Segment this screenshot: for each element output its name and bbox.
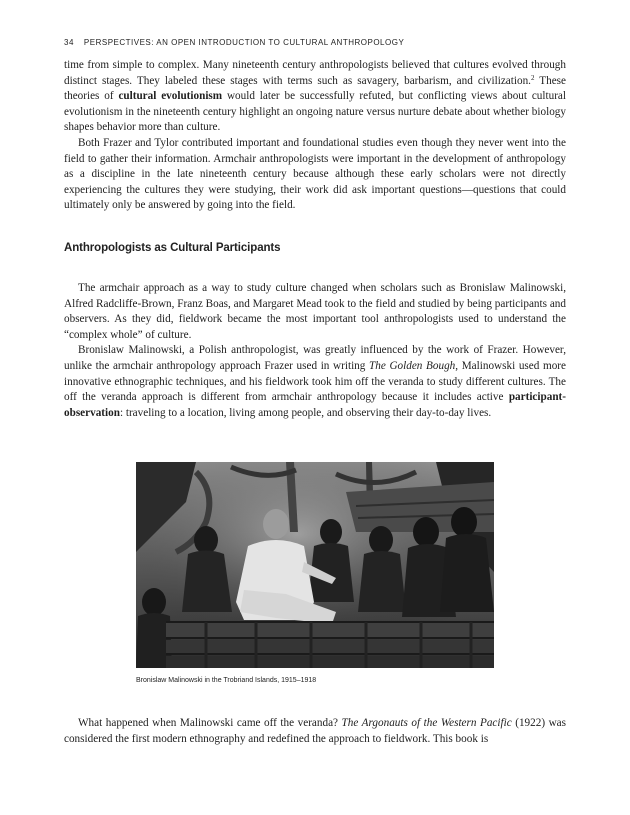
book-title-argonauts: The Argonauts of the Western Pacific (341, 717, 512, 729)
book-title: PERSPECTIVES: AN OPEN INTRODUCTION TO CULTURAL ANTHROPOLOGY (83, 38, 405, 47)
footnote-marker[interactable]: 2 (530, 73, 535, 82)
paragraph-armchair: Both Frazer and Tylor contributed important and foundational studies even though they never went into the field to gather their information. Armchair anthropologists were important in the development of anthropology as a discipline in the late nineteenth century because although these early scholars were not directly experiencing the cultures they were studying, their work did ask important questions—questions that could ultimately only be answered by going into the field. (64, 136, 566, 212)
photo-illustration (136, 462, 494, 668)
text-block-bottom (64, 716, 566, 747)
malinowski-photo (136, 462, 494, 668)
paragraph-continued: time from simple to complex. Many nineteenth century anthropologists believed that cultures evolved through distinct stages. They labeled these stages with terms such as savagery, barbarism, and civilization.$^2$ These theories of cultural evolutionism would later be successfully refuted, but conflicting views about cultural evolutionism in the nineteenth century highlight an ongoing nature versus nurture debate about whether biology shapes behavior more than culture. (64, 59, 567, 134)
book-title-golden-bough: The Golden Bough (369, 359, 456, 372)
text-block-top (64, 58, 566, 214)
figure-caption: Bronislaw Malinowski in the Trobriand Islands, 1915–1918 (136, 677, 317, 684)
key-term-participant-observation: participant-observation (64, 391, 566, 419)
paragraph-participants: The armchair approach as a way to study culture changed when scholars such as Bronislaw Malinowski, Alfred Radcliffe-Brown, Franz Boas, and Margaret Mead took to the field and studied by being participants and observers. As they did, fieldwork became the most important tool anthropologists used to understand the “complex whole” of culture. (64, 282, 566, 341)
running-head (64, 38, 404, 47)
key-term-cultural-evolutionism: cultural evolutionism (118, 90, 223, 103)
paragraph-argonauts: What happened when Malinowski came off the veranda? The Argonauts of the Western Pacific (1922) was considered the first modern ethnography and redefined the approach to fieldwork. This book is (64, 717, 566, 745)
page-number: 34 (64, 38, 74, 47)
section-heading: Anthropologists as Cultural Participants (64, 242, 281, 254)
text-block-middle (64, 281, 566, 421)
paragraph-malinowski: Bronislaw Malinowski, a Polish anthropologist, was greatly influenced by the work of Frazer. However, unlike the armchair anthropology approach Frazer used in writing The Golden Bough, Malinowski used more innovative ethnographic techniques, and his fieldwork took him off the veranda to study different cultures. The off the veranda approach is different from armchair anthropology because it includes active participant-observation: traveling to a location, living among people, and observing their day-to-day lives. (64, 344, 566, 419)
